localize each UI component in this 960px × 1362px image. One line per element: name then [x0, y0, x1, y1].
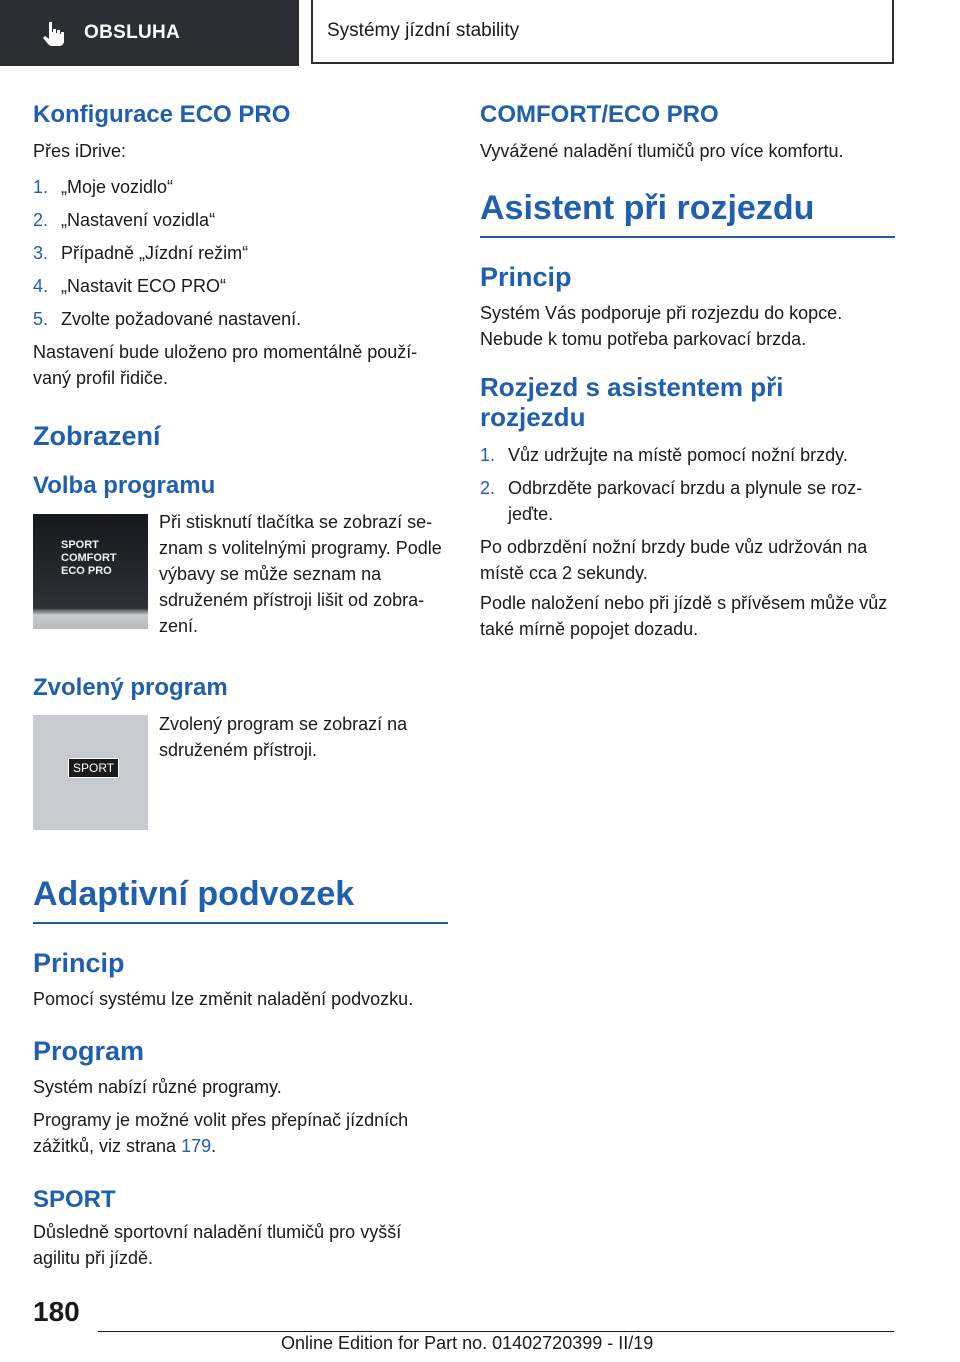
- selected-program-text: Zvolený program se zobrazí na sdruženém přístroji.: [159, 714, 408, 760]
- list-item: 1. Vůz udržujte na místě pomocí nožní brzdy.: [480, 445, 848, 465]
- eco-steps-list: [33, 174, 448, 332]
- eco-config-heading: Konfigurace ECO PRO: [33, 101, 291, 128]
- program-text-2: Programy je možné volit přes přepínač jízdních zážitků, viz strana 179.: [33, 1110, 409, 1156]
- footer-divider: [98, 1331, 894, 1332]
- sport-heading: SPORT: [33, 1186, 116, 1213]
- right-column: [480, 100, 895, 642]
- list-item: 3. Případně „Jízdní režim“: [33, 243, 249, 263]
- chapter-tab-label: OBSLUHA: [84, 22, 181, 43]
- chapter-tab[interactable]: [0, 0, 299, 66]
- program-list-lines: SPORT COMFORT ECO PRO: [61, 539, 117, 577]
- page-number: 180: [33, 1296, 80, 1327]
- adaptive-suspension-heading: Adaptivní podvozek: [33, 872, 448, 924]
- section-title: Systémy jízdní stability: [327, 20, 520, 41]
- selected-program-block: [33, 711, 448, 830]
- list-item: 2. Odbrzděte parkovací brzdu a plynule se roz-jeďte.: [480, 478, 863, 524]
- drive-off-heading: Rozjezd s asistentem při rozjezdu: [480, 372, 784, 432]
- drive-off-text-1: Po odbrzdění nožní brzdy bude vůz udržován na místě cca 2 sekundy.: [480, 537, 868, 583]
- program-select-block: [33, 509, 448, 639]
- left-column: [33, 100, 448, 1271]
- page-reference-link[interactable]: 179: [181, 1136, 212, 1156]
- hand-pointer-icon: [40, 20, 66, 46]
- list-item: 4. „Nastavit ECO PRO“: [33, 276, 227, 296]
- section-header: [311, 0, 894, 64]
- eco-note: Nastavení bude uloženo pro momentálně použí-vaný profil řidiče.: [33, 342, 418, 388]
- selected-program-heading: Zvolený program: [33, 674, 228, 701]
- principle-text-right: Systém Vás podporuje při rozjezdu do kopce. Nebude k tomu potřeba parkovací brzda.: [480, 303, 843, 349]
- comfort-eco-text: Vyvážené naladění tlumičů pro více komfortu.: [480, 141, 844, 161]
- principle-heading: Princip: [33, 948, 125, 978]
- display-heading: Zobrazení: [33, 421, 161, 451]
- sport-text: Důsledně sportovní naladění tlumičů pro vyšší agilitu při jízdě.: [33, 1222, 402, 1268]
- principle-text: Pomocí systému lze změnit naladění podvozku.: [33, 989, 414, 1009]
- start-assist-heading: Asistent při rozjezdu: [480, 186, 895, 238]
- principle-heading-right: Princip: [480, 262, 572, 292]
- selected-program-figure: [33, 715, 148, 830]
- program-list-figure: [33, 514, 148, 629]
- list-item: 1. „Moje vozidlo“: [33, 177, 174, 197]
- drive-off-steps: [480, 442, 895, 527]
- sport-badge: SPORT: [68, 758, 119, 778]
- edition-note: Online Edition for Part no. 01402720399 - II/19: [281, 1333, 654, 1353]
- program-text-1: Systém nabízí různé programy.: [33, 1077, 282, 1097]
- drive-off-text-2: Podle naložení nebo při jízdě s přívěsem může vůz také mírně popojet dozadu.: [480, 593, 888, 639]
- comfort-eco-heading: COMFORT/ECO PRO: [480, 101, 719, 128]
- program-select-text: Při stisknutí tlačítka se zobrazí se-znam s volitelnými programy. Podle výbavy se může seznam na sdruženém přístroji lišit od zobra-zení.: [159, 512, 442, 636]
- list-item: 5. Zvolte požadované nastavení.: [33, 309, 302, 329]
- eco-intro: Přes iDrive:: [33, 141, 127, 161]
- list-item: 2. „Nastavení vozidla“: [33, 210, 216, 230]
- program-select-heading: Volba programu: [33, 472, 216, 499]
- program-heading: Program: [33, 1036, 145, 1066]
